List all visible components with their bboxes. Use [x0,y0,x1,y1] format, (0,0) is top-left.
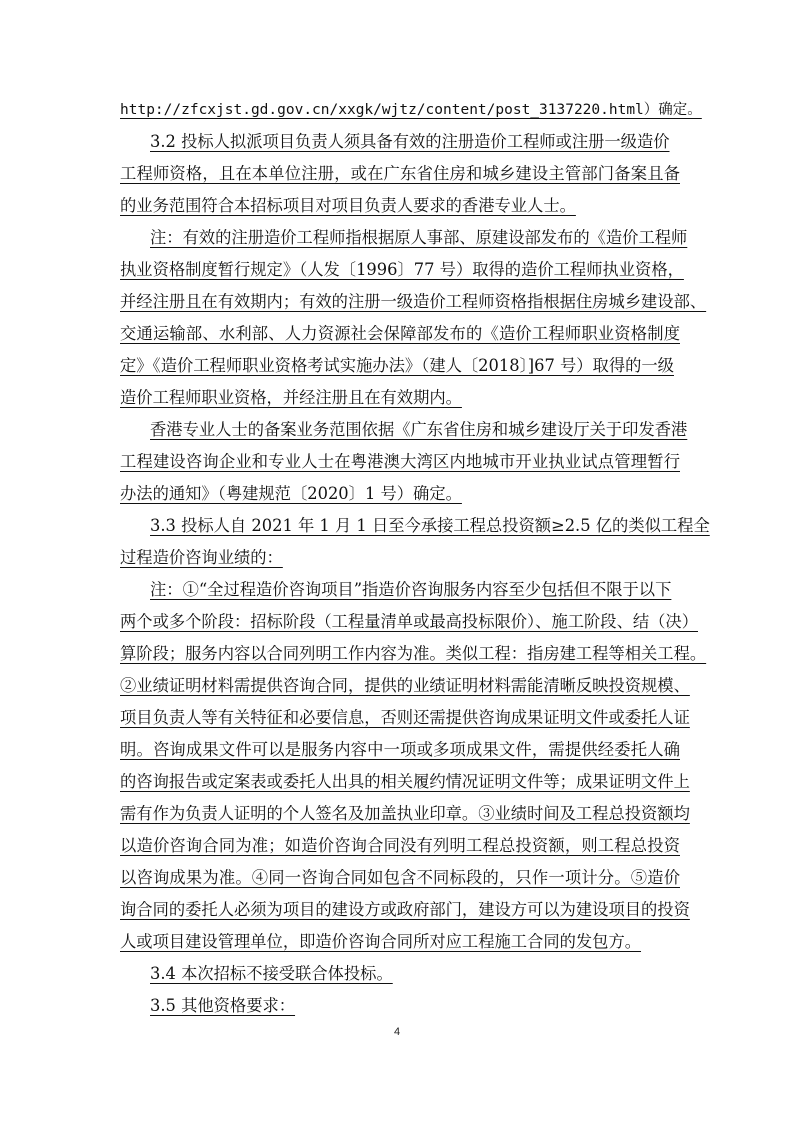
text-line: 以咨询成果为准。④同一咨询合同如包含不同标段的，只作一项计分。⑤造价 [120,868,680,887]
text-line: 的业务范围符合本招标项目对项目负责人要求的香港专业人士。 [120,196,576,215]
text-line: 办法的通知》（粤建规范〔2020〕1 号）确定。 [120,484,462,503]
text-line: 交通运输部、水利部、人力资源社会保障部发布的《造价工程师职业资格制度 [120,324,680,343]
text-line: 3.2 投标人拟派项目负责人须具备有效的注册造价工程师或注册一级造价 [150,132,670,151]
text-line: 人或项目建设管理单位，即造价咨询合同所对应工程施工合同的发包方。 [120,932,642,951]
text-line: ②业绩证明材料需提供咨询合同，提供的业绩证明材料需能清晰反映投资规模、 [120,676,690,695]
text-line: 3.5 其他资格要求： [150,996,296,1015]
text-line: 两个或多个阶段：招标阶段（工程量清单或最高投标限价）、施工阶段、结（决） [120,612,698,631]
text-line: 注：有效的注册造价工程师指根据原人事部、原建设部发布的《造价工程师 [150,228,688,247]
text-line: 的咨询报告或定案表或委托人出具的相关履约情况证明文件等；成果证明文件上 [120,772,690,791]
text-line: 执业资格制度暂行规定》（人发〔1996〕77 号）取得的造价工程师执业资格， [120,260,684,279]
text-line: 定》《造价工程师职业资格考试实施办法》（建人〔2018〕]67 号）取得的一级 [120,356,674,375]
text-line: 香港专业人士的备案业务范围依据《广东省住房和城乡建设厅关于印发香港 [150,420,688,439]
text-line: 以造价咨询合同为准；如造价咨询合同没有列明工程总投资额，则工程总投资 [120,836,680,855]
text-line: 算阶段；服务内容以合同列明工作内容为准。类似工程：指房建工程等相关工程。 [120,644,707,663]
text-line: 并经注册且在有效期内；有效的注册一级造价工程师资格指根据住房城乡建设部、 [120,292,707,311]
text-line: 3.3 投标人自 2021 年 1 月 1 日至今承接工程总投资额≥2.5 亿的类似工程全 [150,516,710,535]
text-line: http://zfcxjst.gd.gov.cn/xxgk/wjtz/content/post_3137220.html）确定。 [120,102,702,118]
text-line: 询合同的委托人必须为项目的建设方或政府部门，建设方可以为建设项目的投资 [120,900,690,919]
text-line: 过程造价咨询业绩的： [120,548,283,567]
text-line: 项目负责人等有关特征和必要信息，否则还需提供咨询成果证明文件或委托人证 [120,708,690,727]
text-line: 工程师资格，且在本单位注册，或在广东省住房和城乡建设主管部门备案且备 [120,164,680,183]
text-line: 需有作为负责人证明的个人签名及加盖执业印章。③业绩时间及工程总投资额均 [120,804,690,823]
text-line: 造价工程师职业资格，并经注册且在有效期内。 [120,388,462,407]
text-line: 注：①“全过程造价咨询项目”指造价咨询服务内容至少包括但不限于以下 [150,580,672,599]
text-line: 明。咨询成果文件可以是服务内容中一项或多项成果文件，需提供经委托人确 [120,740,680,759]
page-number: 4 [393,1026,401,1038]
text-line: 工程建设咨询企业和专业人士在粤港澳大湾区内地城市开业执业试点管理暂行 [120,452,680,471]
text-line: 3.4 本次招标不接受联合体投标。 [150,964,393,983]
